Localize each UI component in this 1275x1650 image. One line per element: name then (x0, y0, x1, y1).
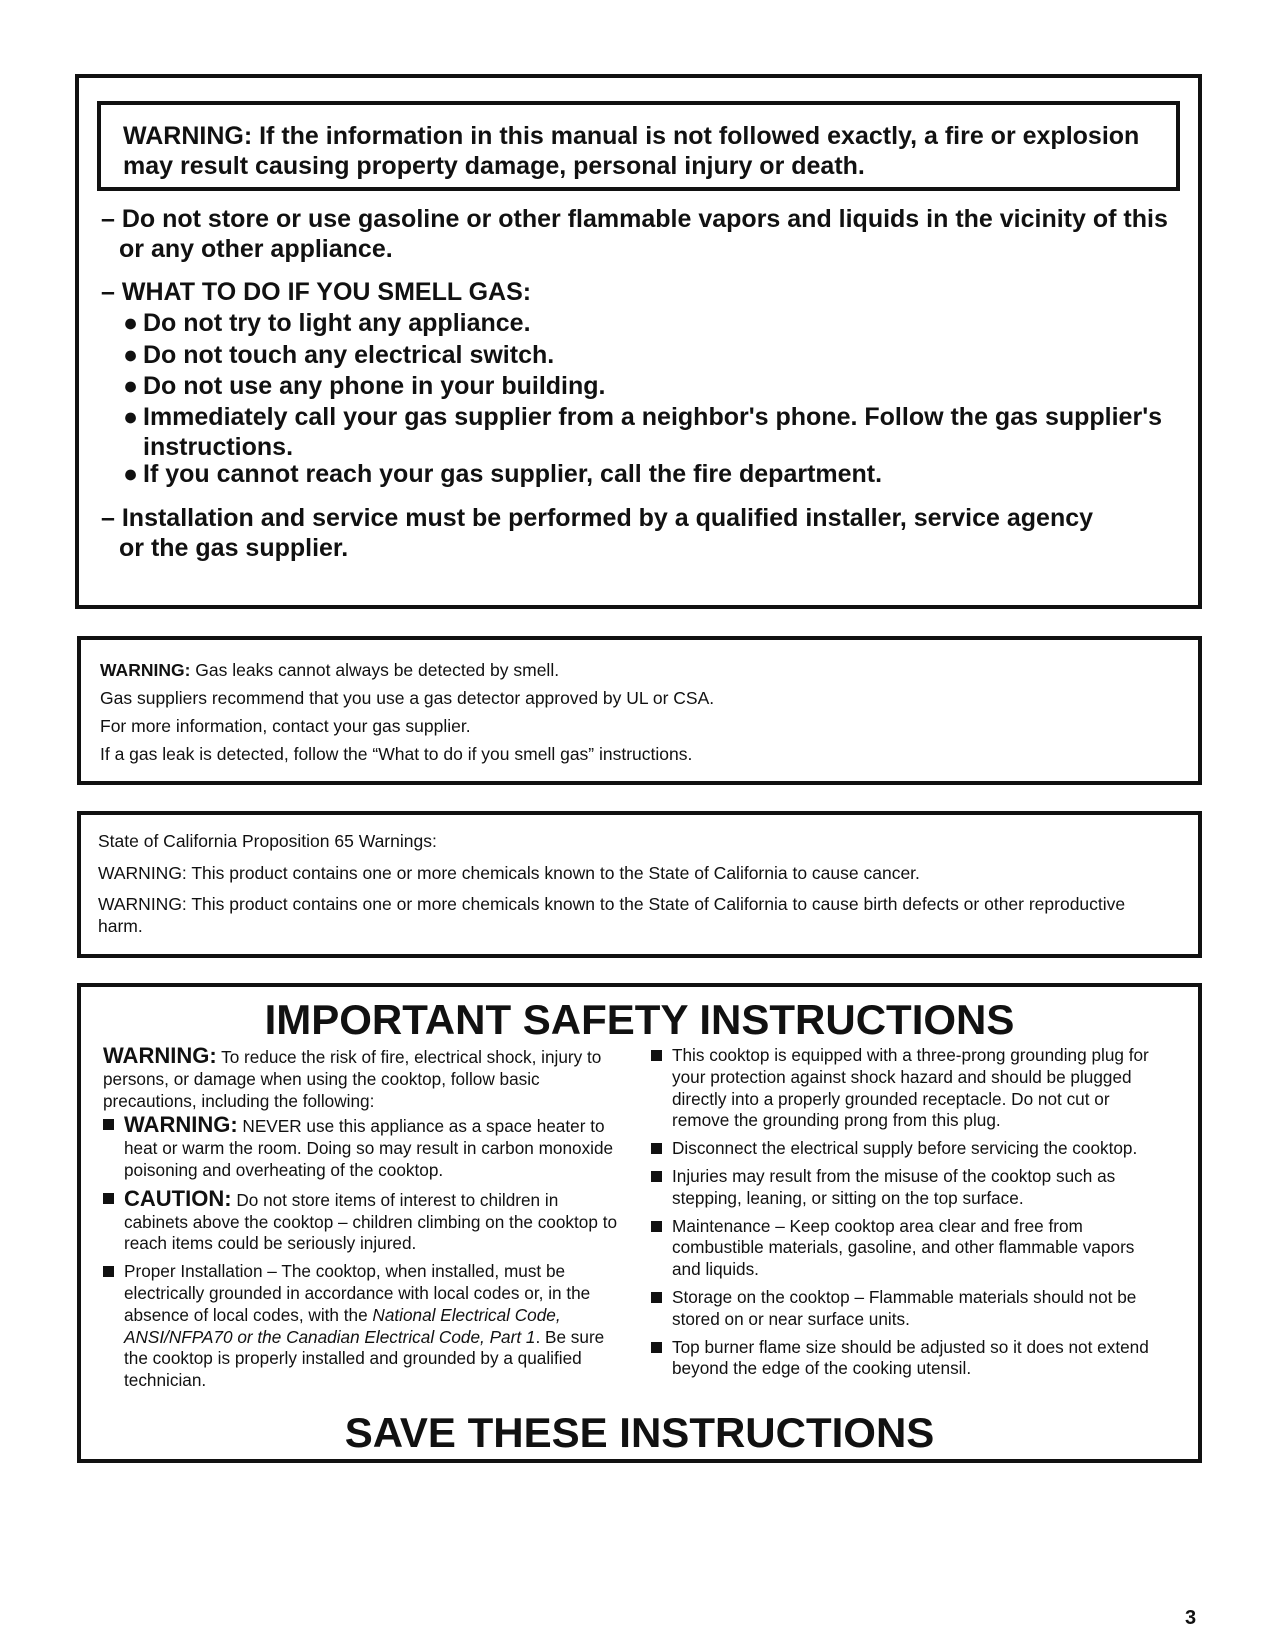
page-number: 3 (1185, 1607, 1197, 1629)
misuse-injuries-item: Injuries may result from the misuse of the cooktop such as stepping, leaning, or sitting on the top surface. (651, 1166, 1163, 1210)
smell-gas-heading: – WHAT TO DO IF YOU SMELL GAS: (101, 278, 532, 306)
maintenance-item: Maintenance – Keep cooktop area clear and free from combustible materials, gasoline, and other flammable vapors and liquids. (651, 1216, 1163, 1281)
gas-leak-line-1: WARNING: Gas leaks cannot always be detected by smell. (100, 660, 560, 680)
qualified-installer-instruction: – Installation and service must be performed by a qualified installer, service agency or the gas supplier. (101, 504, 1094, 562)
prop65-cancer-warning: WARNING: This product contains one or more chemicals known to the State of California to cause cancer. (98, 862, 920, 883)
square-bullet-icon (103, 1119, 114, 1130)
square-bullet-icon (651, 1050, 662, 1061)
bullet-dot-icon: ● (123, 403, 139, 431)
gas-leak-line-2: Gas suppliers recommend that you use a gas detector approved by UL or CSA. (100, 688, 715, 708)
bullet-no-light: ● Do not try to light any appliance. (123, 309, 531, 337)
bullet-dot-icon: ● (123, 372, 139, 400)
square-bullet-icon (103, 1193, 114, 1204)
bullet-dot-icon: ● (123, 309, 139, 337)
square-bullet-icon (651, 1292, 662, 1303)
bullet-dot-icon: ● (123, 341, 139, 369)
proper-installation: Proper Installation – The cooktop, when installed, must be electrically grounded in accordance with local codes or, in the absence of local codes, with the National Electrical Code, ANSI/NFPA70 or the Canadian Electrical Code, Part 1. Be sure the cooktop is properly installed and grounded by a qualified technician. (103, 1261, 623, 1392)
safety-title: IMPORTANT SAFETY INSTRUCTIONS (264, 996, 1015, 1043)
bullet-call-supplier: ● Immediately call your gas supplier from a neighbor's phone. Follow the gas supplier's instructions. (123, 403, 1163, 461)
safety-right-column (651, 1045, 1163, 1386)
storage-item: Storage on the cooktop – Flammable materials should not be stored on or near surface units. (651, 1287, 1163, 1331)
square-bullet-icon (651, 1221, 662, 1232)
bullet-dot-icon: ● (123, 460, 139, 488)
safety-intro: WARNING: To reduce the risk of fire, electrical shock, injury to persons, or damage when using the cooktop, follow basic precautions, including the following: (103, 1043, 602, 1111)
prop65-box (77, 811, 1202, 958)
prop65-birth-defects-warning: WARNING: This product contains one or more chemicals known to the State of California to cause birth defects or other reproductive harm. (98, 894, 1126, 936)
disconnect-power-item: Disconnect the electrical supply before servicing the cooktop. (651, 1138, 1163, 1160)
grounding-plug-item: This cooktop is equipped with a three-prong grounding plug for your protection against shock hazard and should be plugged directly into a properly grounded receptacle. Do not cut or remove the grounding prong from this plug. (651, 1045, 1163, 1132)
gas-leak-warning-box (77, 636, 1202, 785)
children-caution: CAUTION: Do not store items of interest to children in cabinets above the cooktop – children climbing on the cooktop to reach items could be seriously injured. (103, 1188, 623, 1255)
bullet-fire-department: ● If you cannot reach your gas supplier, call the fire department. (123, 460, 883, 488)
space-heater-warning: WARNING: NEVER use this appliance as a space heater to heat or warm the room. Doing so may result in carbon monoxide poisoning and overheating of the cooktop. (103, 1114, 623, 1181)
gas-leak-line-3: For more information, contact your gas supplier. (100, 716, 471, 736)
square-bullet-icon (651, 1171, 662, 1182)
prop65-title: State of California Proposition 65 Warnings: (98, 831, 437, 851)
square-bullet-icon (651, 1342, 662, 1353)
bullet-no-phone: ● Do not use any phone in your building. (123, 372, 606, 400)
gas-leak-line-4: If a gas leak is detected, follow the “What to do if you smell gas” instructions. (100, 744, 693, 764)
gas-warning-box (75, 74, 1202, 609)
flame-size-item: Top burner flame size should be adjusted so it does not extend beyond the edge of the cooking utensil. (651, 1337, 1163, 1381)
safety-left-column (103, 1045, 623, 1398)
safety-instructions-box (77, 983, 1202, 1463)
square-bullet-icon (651, 1143, 662, 1154)
square-bullet-icon (103, 1266, 114, 1277)
no-gasoline-instruction: – Do not store or use gasoline or other flammable vapors and liquids in the vicinity of this or any other appliance. (101, 205, 1168, 263)
fire-explosion-warning-text: WARNING: If the information in this manual is not followed exactly, a fire or explosion may result causing property damage, personal injury or death. (123, 122, 1140, 180)
save-instructions-title: SAVE THESE INSTRUCTIONS (344, 1409, 935, 1456)
bullet-no-switch: ● Do not touch any electrical switch. (123, 341, 555, 369)
fire-explosion-warning (97, 101, 1180, 191)
